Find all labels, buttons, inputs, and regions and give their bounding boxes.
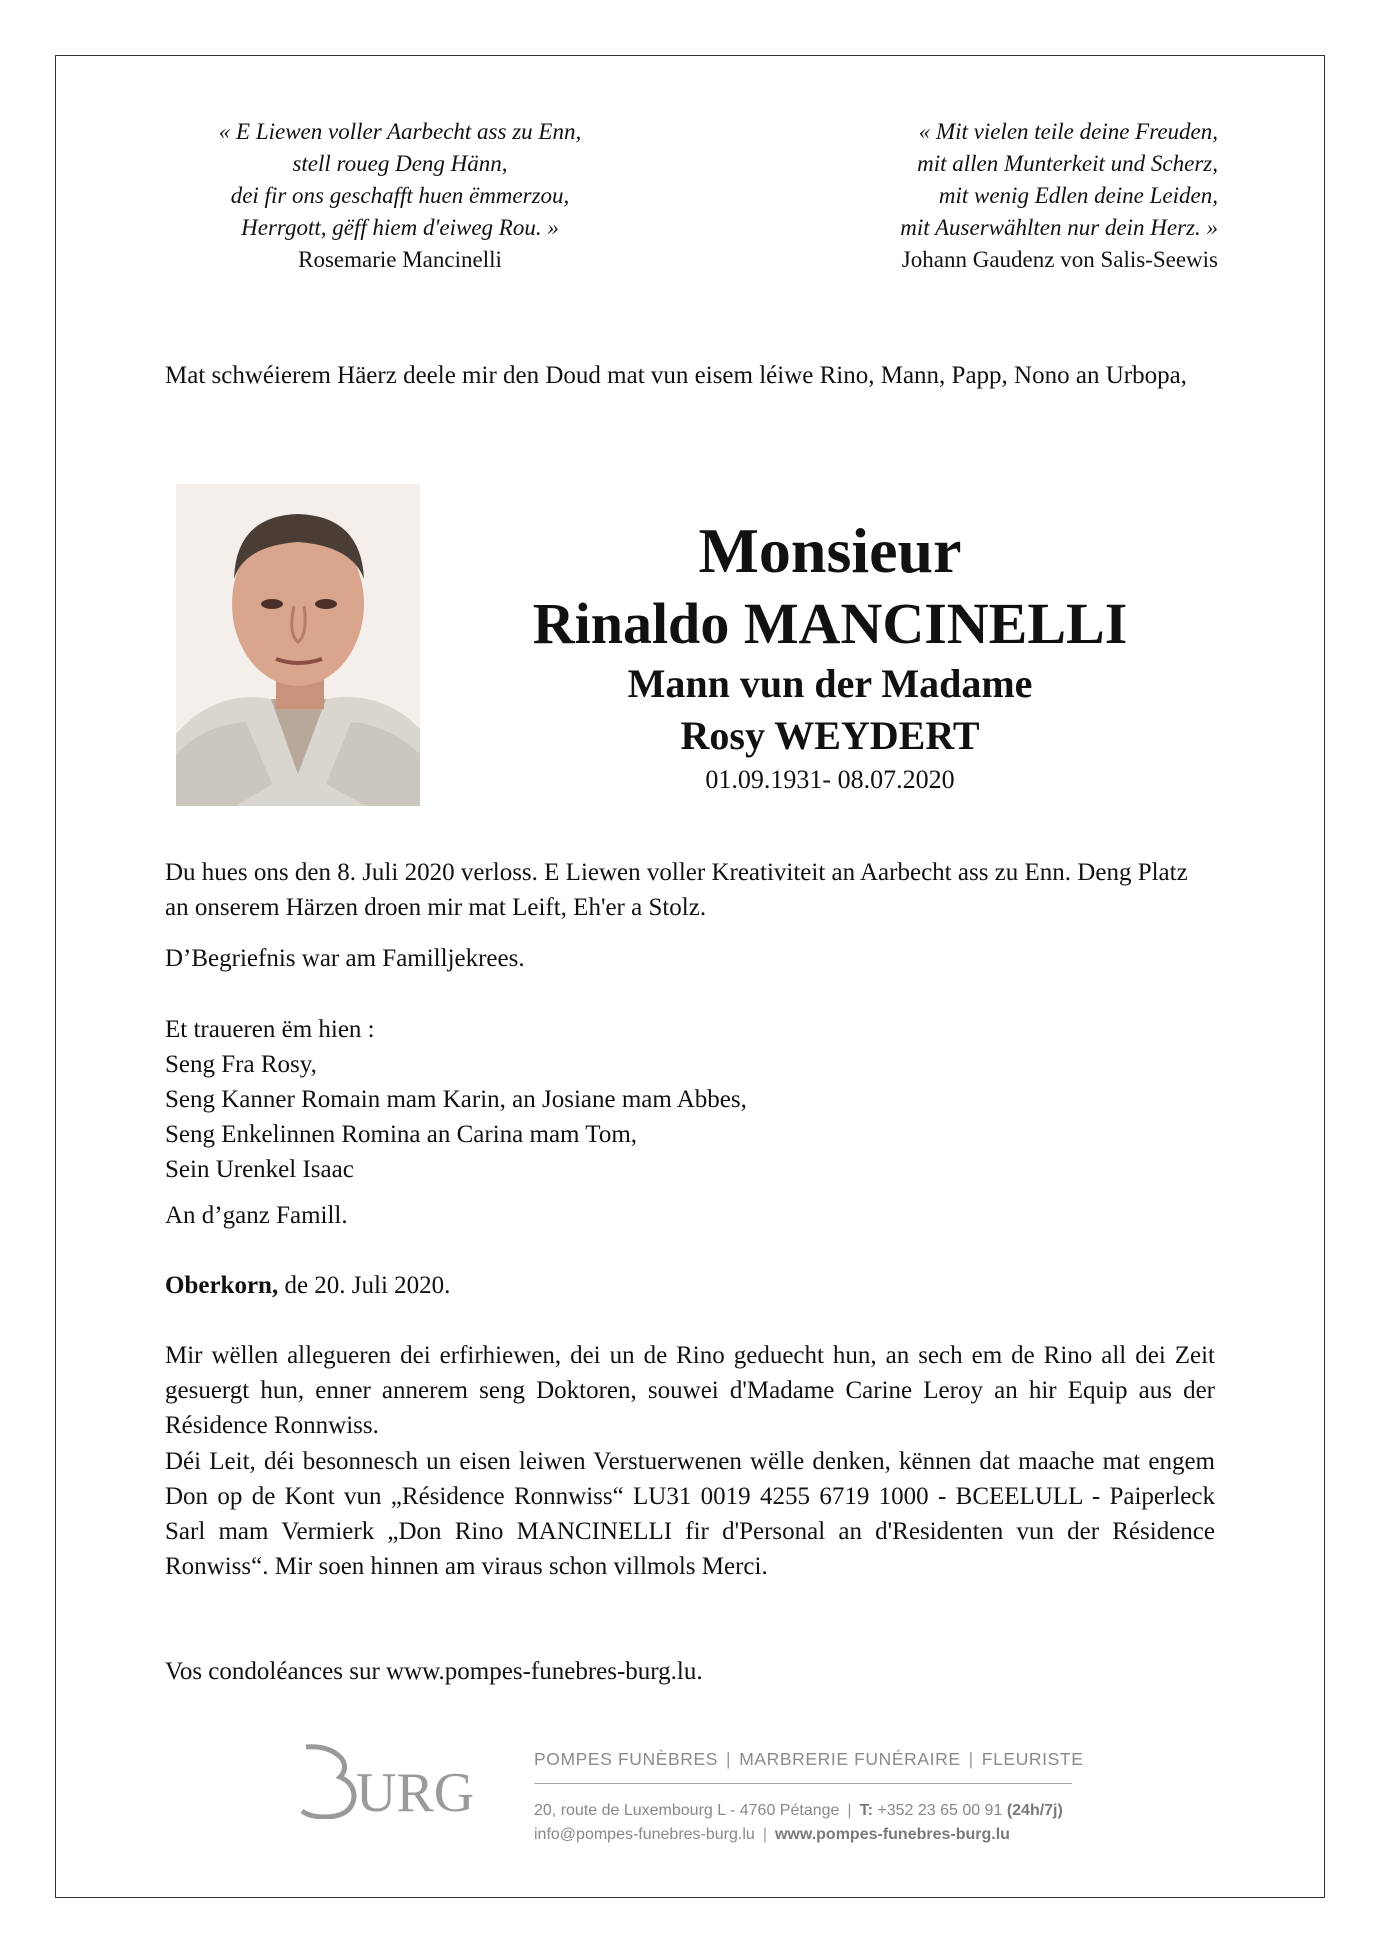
- footer-hours: (24h/7j): [1006, 1802, 1063, 1819]
- footer-services: POMPES FUNÈBRES | MARBRERIE FUNÉRAIRE | FLEURISTE: [534, 1749, 1084, 1769]
- service-funeral: POMPES FUNÈBRES: [534, 1749, 719, 1769]
- quote-left-author: Rosemarie Mancinelli: [298, 247, 502, 272]
- footer-divider: [534, 1783, 1072, 1784]
- portrait-photo: [176, 484, 420, 806]
- mourners-list: [165, 1012, 1215, 1187]
- life-dates: 01.09.1931- 08.07.2020: [705, 765, 955, 794]
- place: Oberkorn,: [165, 1272, 279, 1299]
- mourner-line: Sein Urenkel Isaac: [165, 1156, 354, 1183]
- phone-label: T:: [859, 1802, 873, 1819]
- svg-text:URG: URG: [356, 1762, 475, 1819]
- service-marble: MARBRERIE FUNÉRAIRE: [739, 1749, 961, 1769]
- quote-right: [698, 116, 1218, 276]
- mourner-line: Seng Kanner Romain mam Karin, an Josiane mam Abbes,: [165, 1086, 747, 1113]
- deceased-name: Rinaldo MANCINELLI: [532, 591, 1128, 656]
- service-florist: FLEURISTE: [981, 1749, 1084, 1769]
- quote-left: [160, 116, 640, 276]
- place-date-line: [165, 1268, 1215, 1303]
- quote-left-line: dei fir ons geschafft huen ëmmerzou,: [230, 183, 570, 208]
- paragraph-thanks: Mir wëllen allegueren dei erfirhiewen, dei un de Rino geduecht hun, an sech em de Rino all dei Zeit gesuergt hun, enner annerem seng Doktoren, souwei d'Madame Carine Leroy an hir Equip aus der Résidence Ronnwiss.: [165, 1342, 1215, 1439]
- condolences-line: Vos condoléances sur www.pompes-funebres-burg.lu.: [165, 1658, 703, 1685]
- deceased-title: Monsieur: [698, 515, 962, 586]
- footer-web: info@pompes-funebres-burg.lu | www.pompes-funebres-burg.lu: [534, 1826, 1010, 1843]
- family-line: An d’ganz Famill.: [165, 1202, 348, 1229]
- quote-left-line: « E Liewen voller Aarbecht ass zu Enn,: [218, 119, 582, 144]
- footer-phone: +352 23 65 00 91: [877, 1802, 1003, 1819]
- mourner-line: Seng Fra Rosy,: [165, 1051, 317, 1078]
- spouse-line-1: Mann vun der Madame: [627, 661, 1033, 706]
- quote-right-author: Johann Gaudenz von Salis-Seewis: [901, 247, 1218, 272]
- paragraph-funeral: D’Begriefnis war am Familljekrees.: [165, 945, 525, 972]
- quote-right-line: mit Auserwählten nur dein Herz. »: [900, 215, 1218, 240]
- mourners-heading: Et traueren ëm hien :: [165, 1016, 375, 1043]
- intro-text: Mat schwéierem Häerz deele mir den Doud mat vun eisem léiwe Rino, Mann, Papp, Nono an Urbopa,: [165, 362, 1187, 389]
- footer-address: 20, route de Luxembourg L - 4760 Pétange: [534, 1802, 840, 1819]
- date: de 20. Juli 2020.: [278, 1272, 451, 1299]
- deceased-name-block: [450, 512, 1210, 798]
- footer-website[interactable]: www.pompes-funebres-burg.lu: [774, 1826, 1010, 1843]
- quote-right-line: mit allen Munterkeit und Scherz,: [917, 151, 1218, 176]
- footer-contact: 20, route de Luxembourg L - 4760 Pétange | T: +352 23 65 00 91 (24h/7j): [534, 1802, 1063, 1819]
- burg-logo: [298, 1743, 488, 1819]
- paragraph-departure: Du hues ons den 8. Juli 2020 verloss. E Liewen voller Kreativiteit an Aarbecht ass zu Enn. Deng Platz an onserem Härzen droen mir mat Leift, Eh'er a Stolz.: [165, 859, 1188, 921]
- paragraph-donation: Déi Leit, déi besonnesch un eisen leiwen Verstuerwenen wëlle denken, kënnen dat maache mat engem Don op de Kont vun „Résidence Ronnwiss“ LU31 0019 4255 6719 1000 - BCEELULL - Paiperleck Sarl mam Vermierk „Don Rino MANCINELLI fir d'Personal an d'Residenten vun der Résidence Ronwiss“. Mir soen hinnen am viraus schon villmols Merci.: [165, 1448, 1215, 1580]
- footer-email[interactable]: info@pompes-funebres-burg.lu: [534, 1826, 755, 1843]
- quote-right-line: mit wenig Edlen deine Leiden,: [938, 183, 1218, 208]
- quote-left-line: Herrgott, gëff hiem d'eiweg Rou. »: [241, 215, 559, 240]
- page-border: [55, 55, 1325, 1898]
- quote-right-line: « Mit vielen teile deine Freuden,: [918, 119, 1218, 144]
- quote-left-line: stell roueg Deng Hänn,: [292, 151, 508, 176]
- spouse-line-2: Rosy WEYDERT: [680, 713, 980, 758]
- mourner-line: Seng Enkelinnen Romina an Carina mam Tom,: [165, 1121, 638, 1148]
